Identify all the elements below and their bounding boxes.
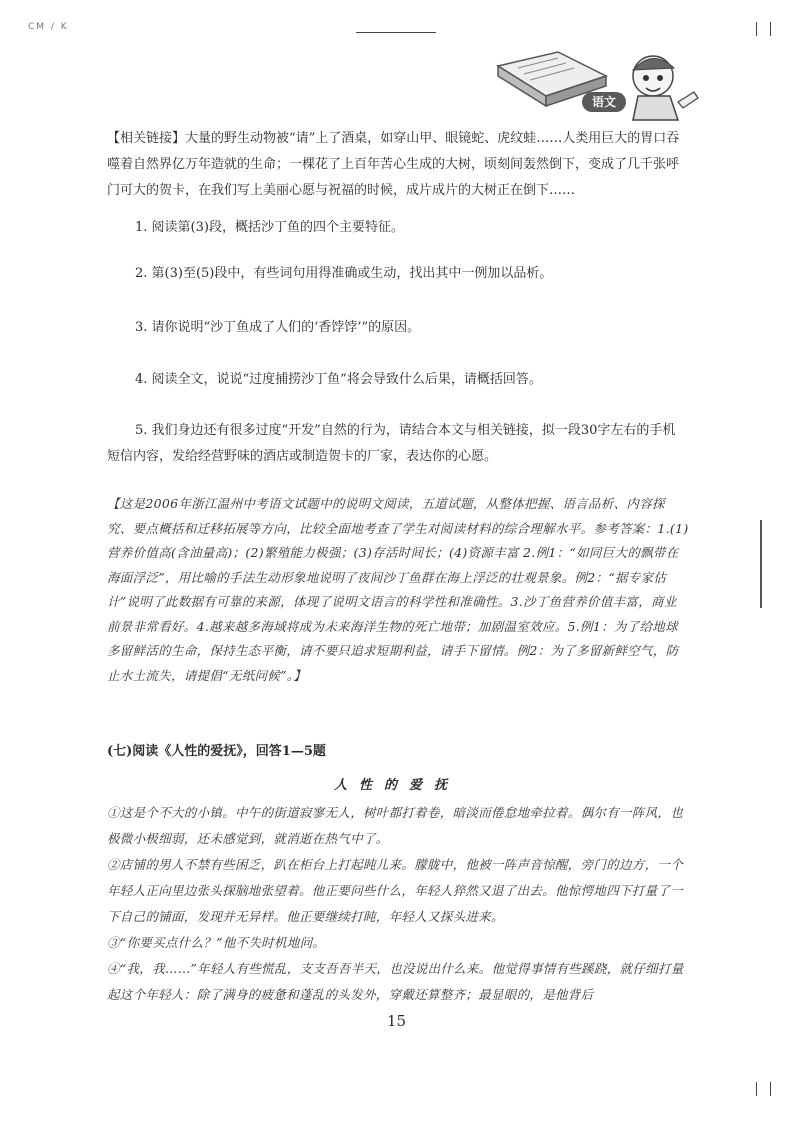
story-paragraph-1: ①这是个不大的小镇。中午的街道寂寥无人，树叶都打着卷，暗淡而倦怠地牵拉着。偶尔有一阵风，也极微小极细弱，还未感觉到，就消逝在热气中了。 [107, 805, 684, 846]
open-book-and-cartoon-student-icon [488, 46, 710, 124]
story-paragraph-2: ②店铺的男人不禁有些困乏，趴在柜台上打起盹儿来。朦胧中，他被一阵声音惊醒，旁门的边方，一个年轻人正向里边张头探脑地张望着。他正要问些什么，年轻人猝然又退了出去。他惊愕地四下打量了一下自己的铺面，发现并无异样。他正要继续打盹，年轻人又探头进来。 [107, 857, 684, 924]
answer-note: 【这是2006年浙江温州中考语文试题中的说明文阅读，五道试题，从整体把握、语言品析、内容探究、要点概括和迁移拓展等方向，比较全面地考查了学生对阅读材料的综合理解水平。参考答案：1.(1)营养价值高(含油量高)；(2)繁殖能力极强；(3)存活时间长；(4)资源丰富 2.例1：“如同巨大的飘带在海面浮泛”，用比喻的手法生动形象地说明了夜间沙丁鱼群在海上浮泛的壮观景象。例2：“据专家估计”说明了此数据有可靠的来源，体现了说明文语言的科学性和准确性。3.沙丁鱼营养价值丰富，商业前景非常看好。4.越来越多海域将成为未来海洋生物的死亡地带；加剧温室效应。5.例1：为了给地球多留鲜活的生命，保持生态平衡，请不要只追求短期利益，请手下留情。例2：为了多留新鲜空气，防止水土流失，请提倡“无纸问候”。】 [107, 496, 689, 683]
header-code: CM / K [28, 22, 69, 32]
story-title: 人性的爱抚 [333, 778, 459, 793]
crop-mark-top-2 [770, 22, 771, 36]
subject-badge: 语文 [582, 92, 626, 112]
story-paragraph-4: ④“我，我……”年轻人有些慌乱，支支吾吾半天，也没说出什么来。他觉得事情有些蹊跷，就仔细打量起这个年轻人：除了满身的疲惫和蓬乱的头发外，穿戴还算整齐；最显眼的，是他背后 [107, 961, 684, 1002]
margin-bar [760, 520, 762, 608]
story-paragraph-3: ③“你要买点什么？”他不失时机地问。 [107, 935, 326, 950]
section-heading: (七)阅读《人性的爱抚》，回答1—5题 [107, 744, 326, 759]
top-rule [356, 32, 436, 33]
crop-mark-bottom-2 [770, 1082, 771, 1096]
related-link-paragraph: 【相关链接】大量的野生动物被“请”上了酒桌，如穿山甲、眼镜蛇、虎纹蛙……人类用巨大的胃口吞噬着自然界亿万年造就的生命；一棵花了上百年苦心生成的大树，顷刻间轰然倒下，变成了几千张呼门可大的贺卡，在我们写上美丽心愿与祝福的时候，成片成片的大树正在倒下…… [107, 131, 680, 198]
question-5: 5. 我们身边还有很多过度“开发”自然的行为，请结合本文与相关链接，拟一段30字左右的手机短信内容，发给经营野味的酒店或制造贺卡的厂家，表达你的心愿。 [107, 423, 676, 464]
crop-mark-top-1 [756, 22, 757, 36]
question-2: 2. 第(3)至(5)段中，有些词句用得准确或生动，找出其中一例加以品析。 [135, 266, 553, 281]
crop-mark-bottom-1 [756, 1082, 757, 1096]
page-number: 15 [386, 1012, 407, 1030]
question-3: 3. 请你说明“沙丁鱼成了人们的‘香饽饽’”的原因。 [135, 320, 421, 335]
question-1: 1. 阅读第(3)段，概括沙丁鱼的四个主要特征。 [135, 220, 404, 235]
question-4: 4. 阅读全文，说说“过度捕捞沙丁鱼”将会导致什么后果，请概括回答。 [135, 372, 542, 387]
